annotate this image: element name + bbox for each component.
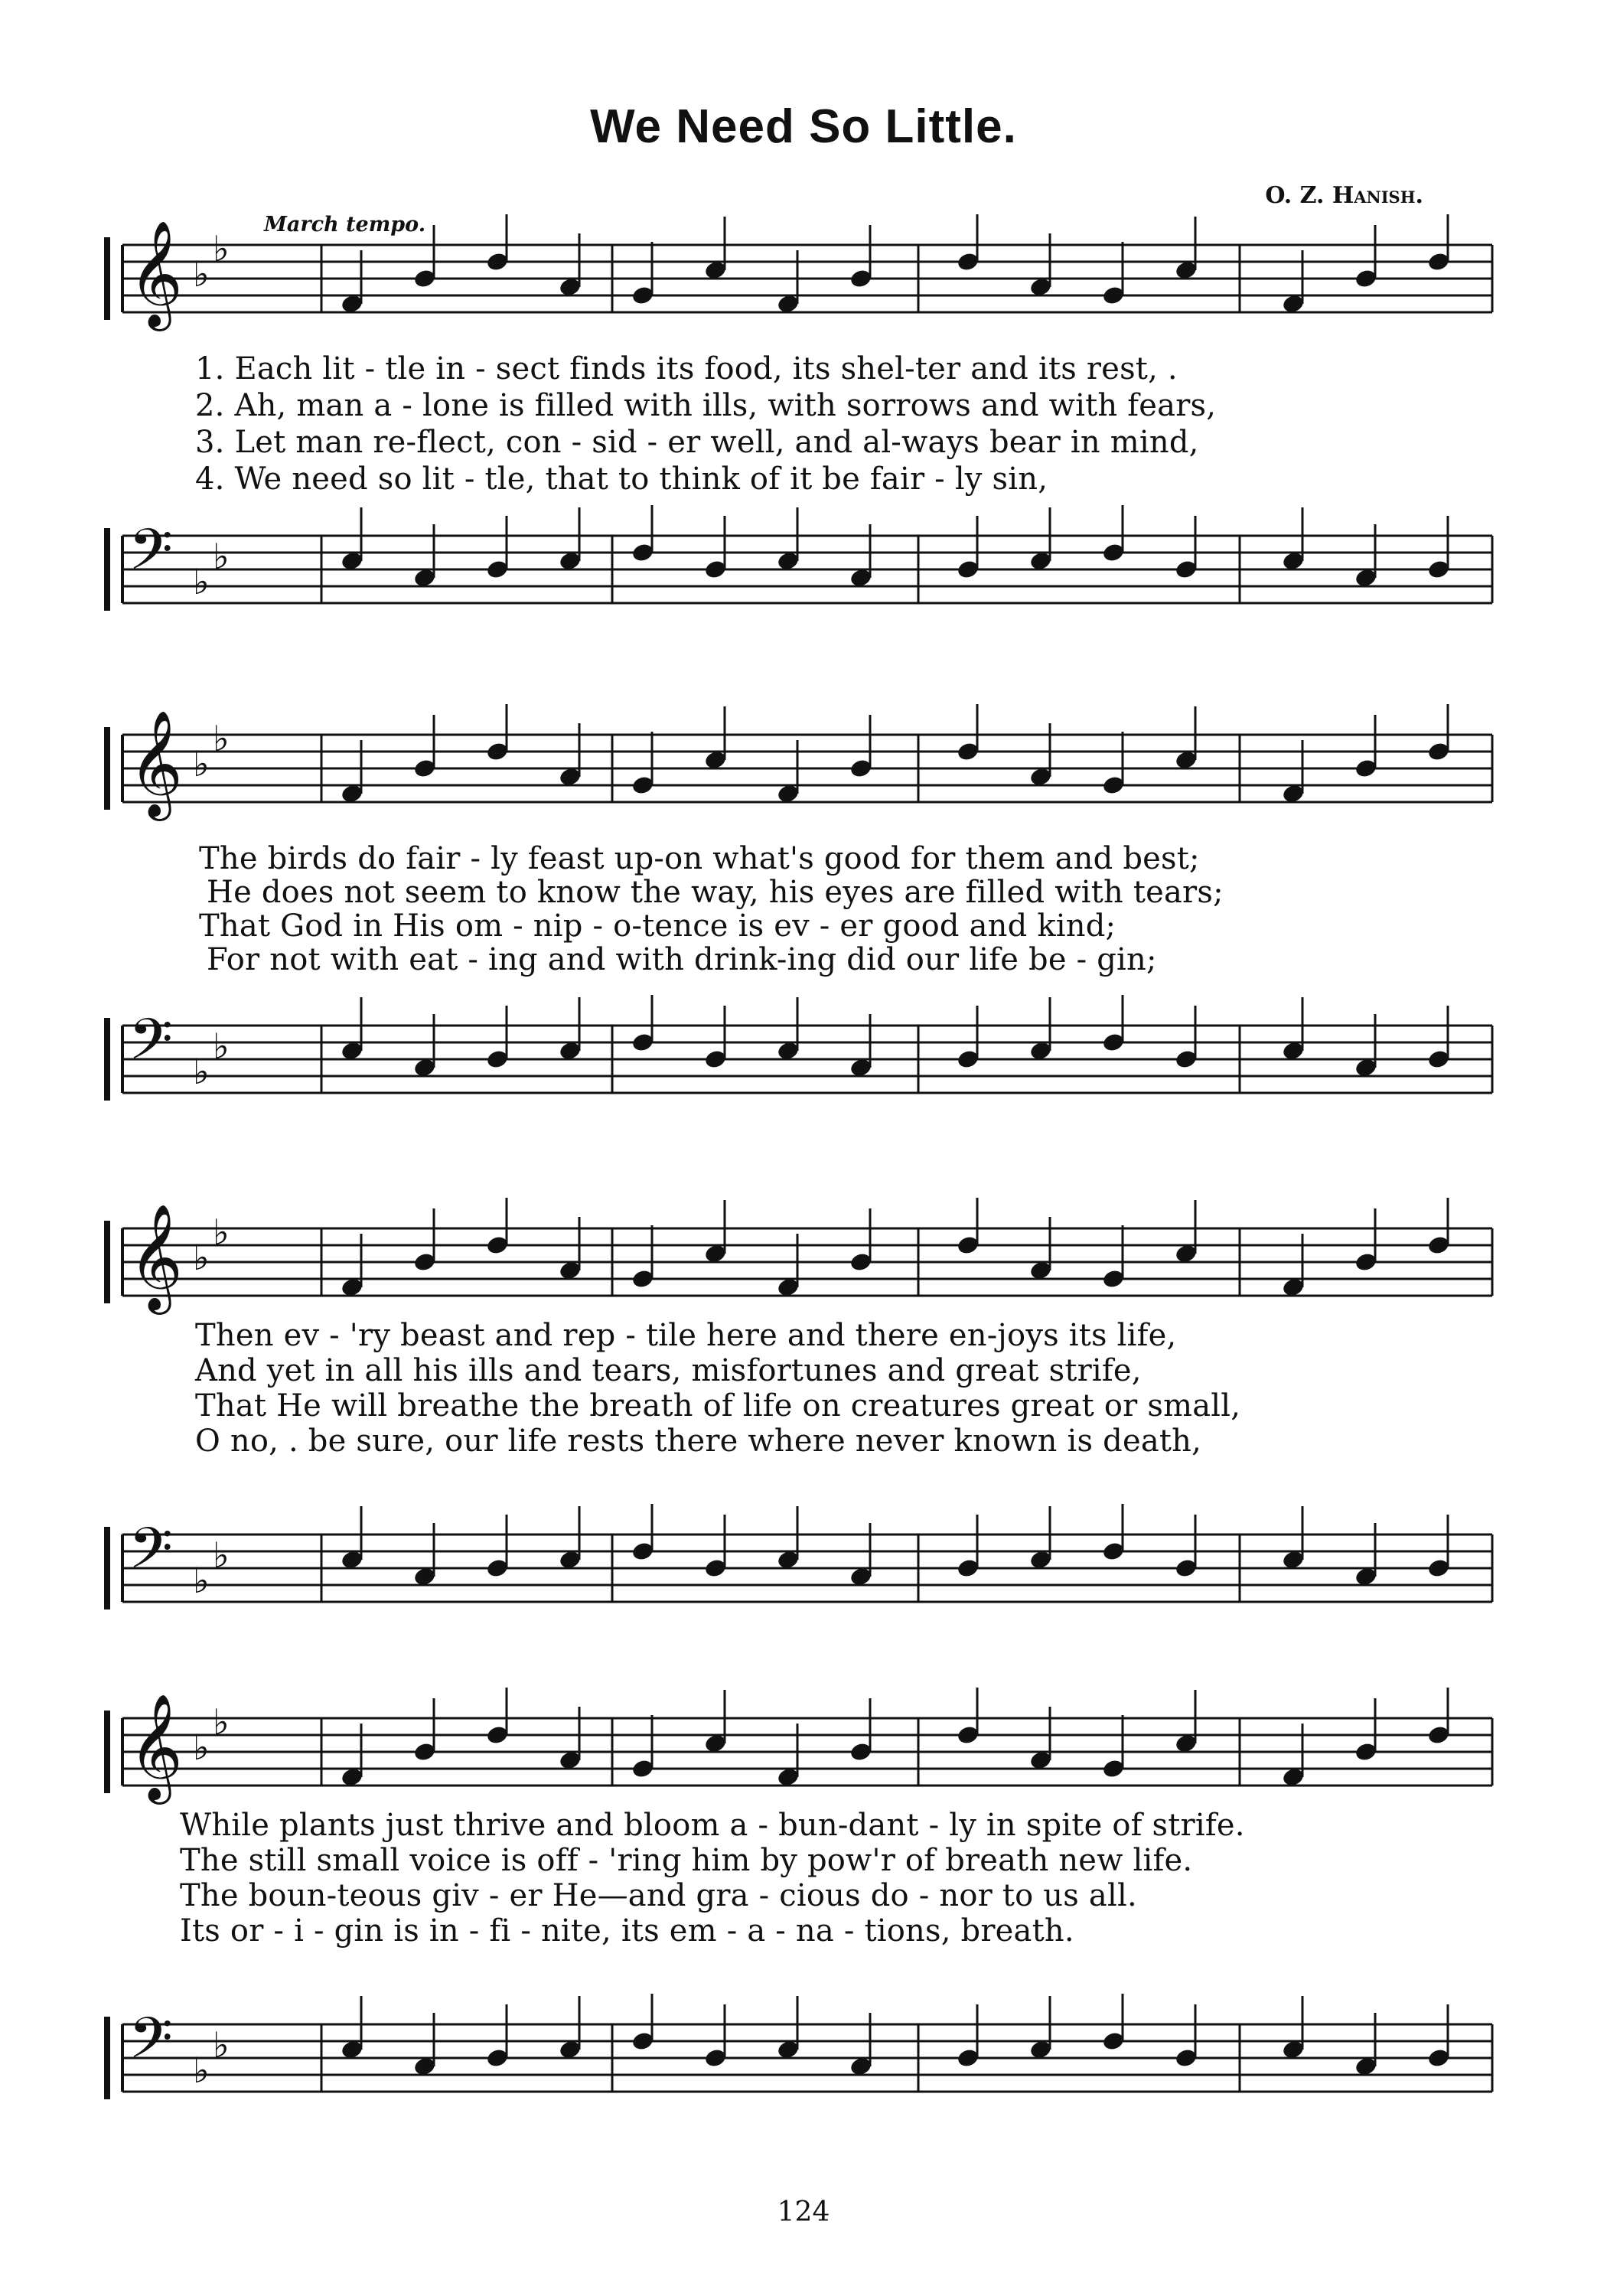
lyric-verse-3: That God in His om - nip - o-tence is ev - er good and kind; [199,908,1116,944]
bass-clef-icon: 𝄢 [129,1006,173,1087]
flat-icon: ♭ [213,718,230,759]
flat-icon: ♭ [193,253,210,295]
flat-icon: ♭ [213,1701,230,1743]
music-system-4 [92,1688,1523,2177]
composer-name: O. Z. Hanish. [1265,182,1423,209]
lyric-verse-3: The boun-teous giv - er He—and gra - cious do - nor to us all. [180,1878,1137,1913]
treble-staff [92,214,1523,337]
treble-staff [92,1688,1523,1810]
music-system-1 [92,214,1523,704]
flat-icon: ♭ [213,1534,230,1576]
music-system-2 [92,704,1523,1194]
lyric-verse-1: The birds do fair - ly feast up-on what's good for them and best; [199,841,1200,876]
page-number: 124 [777,2197,830,2228]
lyric-verse-1: 1. Each lit - tle in - sect finds its food, its shel-ter and its rest, . [195,351,1178,386]
flat-icon: ♭ [213,1026,230,1067]
lyric-verse-2: He does not seem to know the way, his eyes are filled with tears; [207,875,1224,910]
flat-icon: ♭ [213,2024,230,2066]
bass-staff [92,505,1523,658]
lyric-verse-4: Its or - i - gin is in - fi - nite, its em - a - na - tions, breath. [180,1913,1074,1949]
lyric-verse-2: And yet in all his ills and tears, misfortunes and great strife, [195,1353,1142,1388]
lyric-verse-1: Then ev - 'ry beast and rep - tile here and there en-joys its life, [195,1318,1177,1353]
bass-staff [92,995,1523,1148]
music-system-3 [92,1198,1523,1688]
lyric-verse-2: The still small voice is off - 'ring him by pow'r of breath new life. [180,1843,1193,1878]
treble-clef-icon: 𝄞 [129,1204,183,1310]
lyric-verse-3: 3. Let man re-flect, con - sid - er well, and al-ways bear in mind, [195,425,1199,460]
hymn-title: We Need So Little. [590,100,1017,153]
tempo-marking: March tempo. [264,213,426,236]
lyric-verse-2: 2. Ah, man a - lone is filled with ills, with sorrows and with fears, [195,388,1217,423]
lyric-verse-4: 4. We need so lit - tle, that to think of it be fair - ly sin, [195,461,1048,497]
flat-icon: ♭ [193,1237,210,1278]
flat-icon: ♭ [213,228,230,269]
flat-icon: ♭ [193,743,210,784]
lyric-verse-1: While plants just thrive and bloom a - bun-dant - ly in spite of strife. [180,1808,1245,1843]
treble-clef-icon: 𝄞 [129,710,183,817]
treble-clef-icon: 𝄞 [129,1694,183,1800]
treble-staff [92,1198,1523,1320]
bass-staff [92,1504,1523,1657]
lyric-verse-3: That He will breathe the breath of life on creatures great or small, [195,1388,1241,1424]
flat-icon: ♭ [213,536,230,577]
bass-clef-icon: 𝄢 [129,517,173,597]
bass-staff [92,1994,1523,2147]
flat-icon: ♭ [193,1051,210,1092]
bass-clef-icon: 𝄢 [129,2005,173,2086]
treble-staff [92,704,1523,827]
lyric-verse-4: O no, . be sure, our life rests there where never known is death, [195,1424,1202,1459]
flat-icon: ♭ [193,1727,210,1768]
flat-icon: ♭ [213,1212,230,1253]
lyric-verse-4: For not with eat - ing and with drink-ing did our life be - gin; [207,942,1157,977]
bass-clef-icon: 𝄢 [129,1515,173,1596]
flat-icon: ♭ [193,2050,210,2091]
flat-icon: ♭ [193,1560,210,1601]
flat-icon: ♭ [193,561,210,602]
treble-clef-icon: 𝄞 [129,220,183,327]
